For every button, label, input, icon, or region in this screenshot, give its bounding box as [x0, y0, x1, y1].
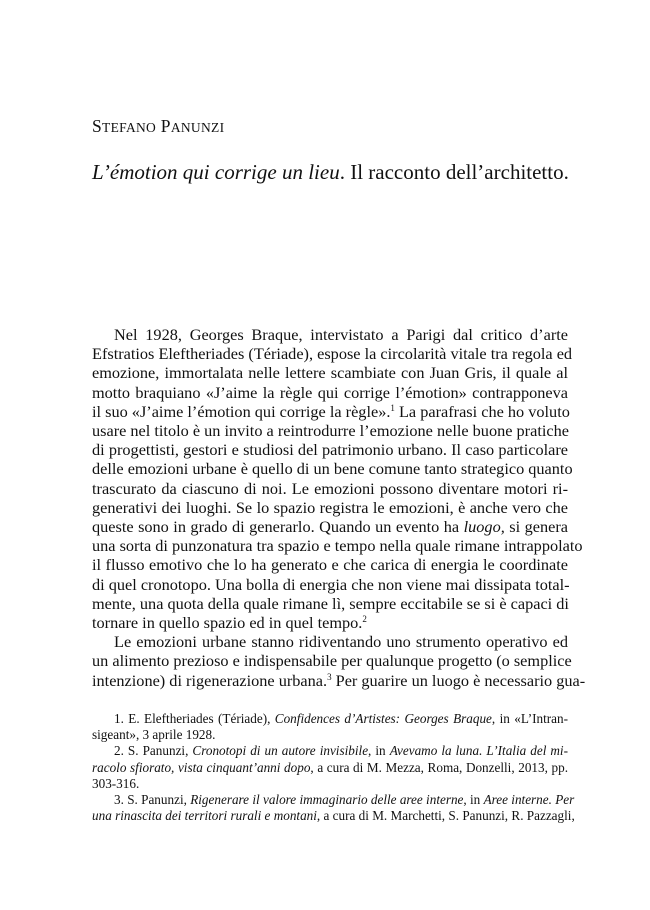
italic-word: luogo,	[463, 517, 505, 537]
text-line: queste sono in grado di generarlo. Quando un evento ha luogo, si genera	[92, 517, 568, 537]
text-line: delle emozioni urbane è quello di un bene comune tanto strategico quanto	[92, 459, 573, 479]
author-first-initial: S	[92, 116, 103, 136]
footnote-1-cont: sigeant», 3 aprile 1928.	[92, 727, 216, 743]
author-first-rest: TEFANO	[102, 120, 157, 135]
text-line: motto braquiano «J’aime la règle qui corrige l’émotion» contrapponeva	[92, 382, 568, 402]
footnote-ref-3: 3	[327, 671, 332, 682]
text-line: il suo «J’aime l’émotion qui corrige la règle».$^1$ La parafrasi che ho voluto	[92, 401, 570, 421]
footnote-3: 3. S. Panunzi, Rigenerare il valore immaginario delle aree interne, in Aree interne. Per	[114, 792, 575, 808]
footnote-3-cont: una rinascita dei territori rurali e montani, a cura di M. Marchetti, S. Panunzi, R. Pazzagli,	[92, 808, 575, 824]
text-line: di quel cronotopo. Una bolla di energia che non viene mai dissipata total-	[92, 574, 570, 594]
text-line: Le emozioni urbane stanno ridiventando uno strumento operativo ed	[114, 632, 568, 652]
text-line: un alimento prezioso e indispensabile per qualunque progetto (o semplice	[92, 651, 572, 671]
text-line: generativi dei luoghi. Se lo spazio registra le emozioni, è anche vero che	[92, 497, 568, 517]
footnote-ref-2: 2	[362, 614, 367, 625]
text-line: Efstratios Eleftheriades (Tériade), espose la circolarità vitale tra regola ed	[92, 344, 573, 364]
text-line: una sorta di punzonatura tra spazio e tempo nella quale rimane intrappolato	[92, 536, 583, 556]
title-italic: L’émotion qui corrige un lieu	[92, 160, 340, 184]
title-rest: . Il racconto dell’architetto.	[339, 160, 569, 184]
chapter-title	[92, 160, 569, 185]
footnote-1: 1. E. Eleftheriades (Tériade), Confidences d’Artistes: Georges Braque, in «L’Intran-	[114, 711, 568, 726]
footnote-2-end: 303-316.	[92, 775, 140, 791]
author-name	[92, 116, 224, 137]
text-line: emozione, immortalata nelle lettere scambiate con Juan Gris, il quale al	[92, 363, 568, 383]
footnotes	[92, 711, 575, 824]
text-line: di progettisti, gestori e studiosi del patrimonio urbano. Il caso particolare	[92, 440, 568, 460]
text-line: Nel 1928, Georges Braque, intervistato a Parigi dal critico d’arte	[114, 325, 568, 344]
footnote-2-cont: racolo sfiorato, vista cinquant’anni dopo, a cura di M. Mezza, Roma, Donzelli, 2013, pp.	[92, 759, 568, 775]
footnote-ref-1: 1	[390, 402, 395, 413]
text-line: usare nel titolo è un invito a reintrodurre l’emozione nelle buone pratiche	[92, 421, 569, 441]
footnote-2: 2. S. Panunzi, Cronotopi di un autore invisibile, in Avevamo la luna. L’Italia del mi-	[114, 743, 568, 759]
text-line: trascurato da ciascuno di noi. Le emozioni possono diventare motori ri-	[92, 478, 568, 498]
body-text	[92, 325, 586, 690]
author-last-rest: ANUNZI	[170, 120, 225, 135]
author-last-initial: P	[160, 116, 171, 136]
text-line: intenzione) di rigenerazione urbana.$^3$ Per guarire un luogo è necessario gua-	[92, 670, 586, 690]
text-line: il flusso emotivo che lo ha generato e che carica di energia le coordinate	[92, 555, 568, 575]
text-line: mente, una quota della quale rimane lì, sempre eccitabile se si è capaci di	[92, 593, 569, 613]
text-line: tornare in quello spazio ed in quel tempo.$^2$	[92, 613, 367, 633]
